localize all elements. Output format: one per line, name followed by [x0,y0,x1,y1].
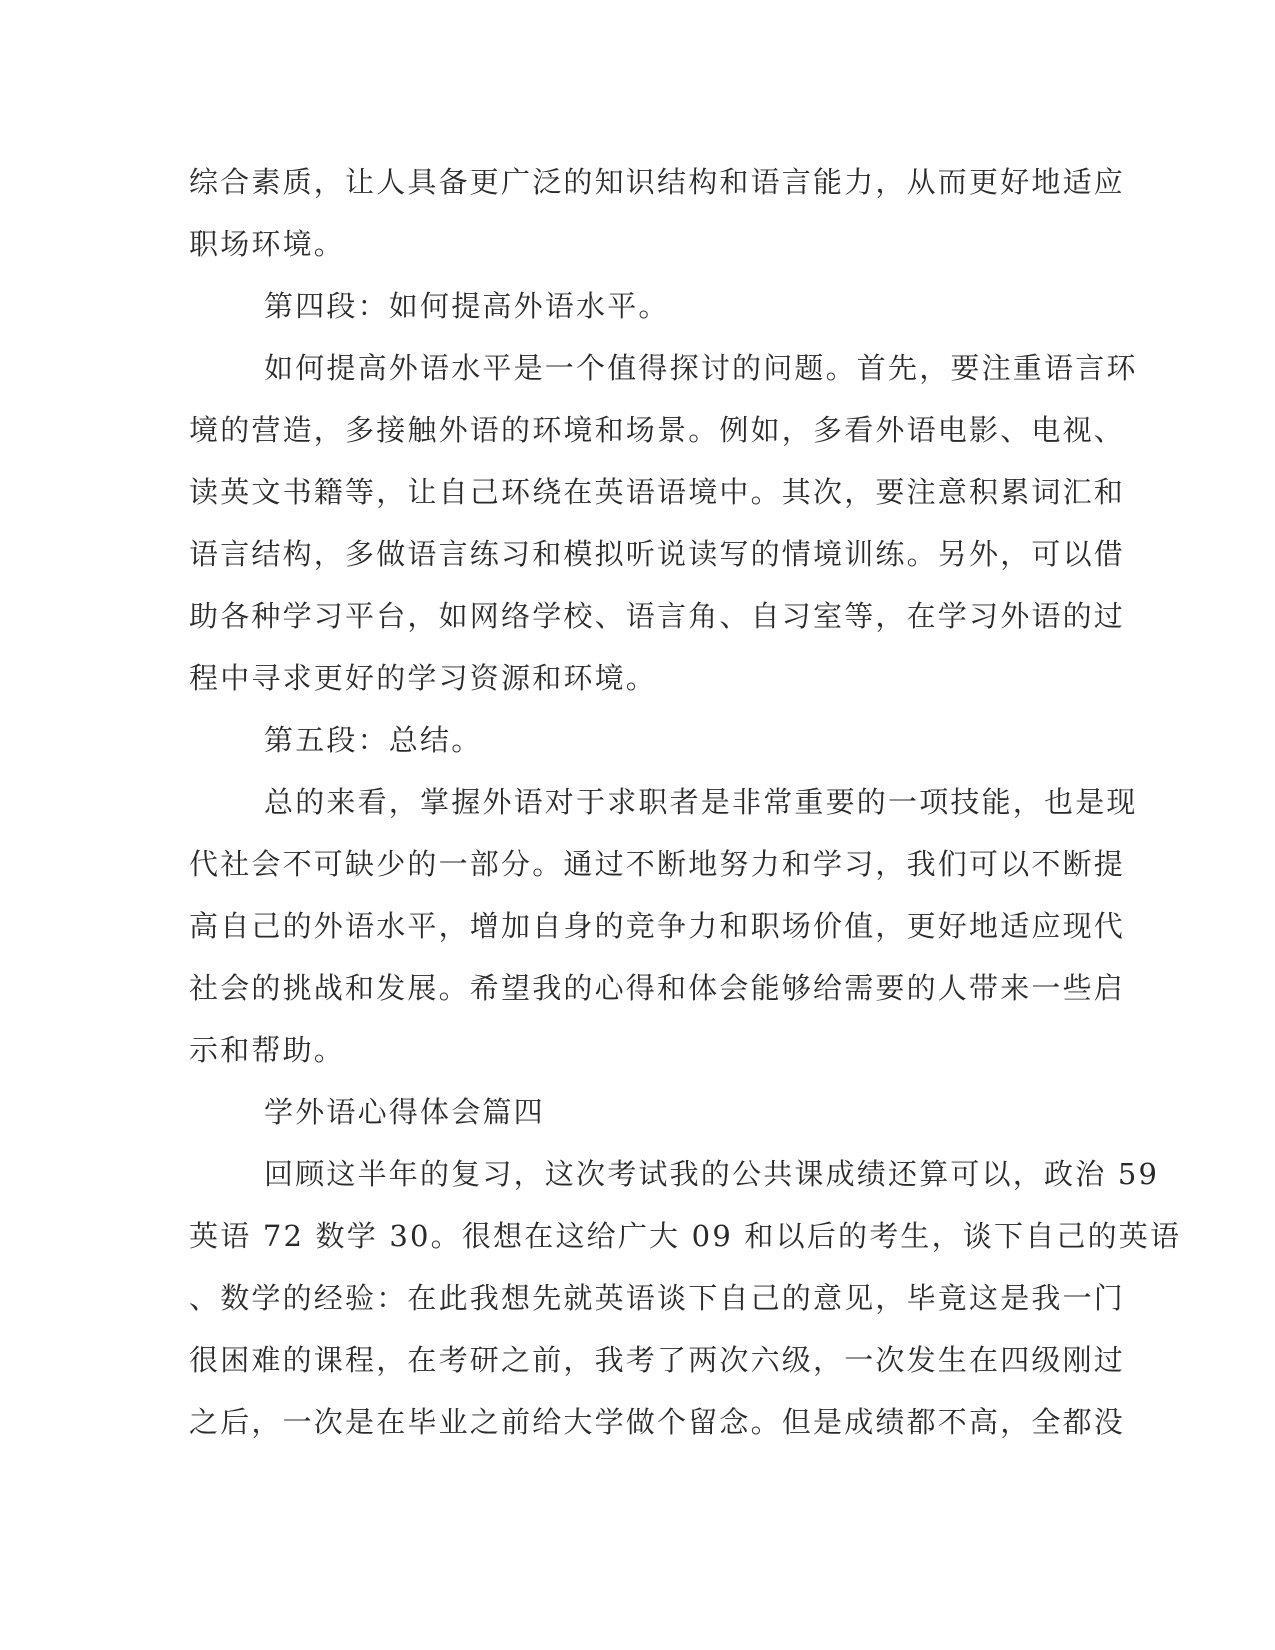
text-line: 语言结构，多做语言练习和模拟听说读写的情境训练。另外，可以借 [189,537,1126,571]
text-line: 社会的挑战和发展。希望我的心得和体会能够给需要的人带来一些启 [189,971,1126,1005]
section-heading-5: 第五段：总结。 [264,723,483,757]
text-line: 境的营造，多接触外语的环境和场景。例如，多看外语电影、电视、 [189,413,1126,447]
text-line: 综合素质，让人具备更广泛的知识结构和语言能力，从而更好地适应 [189,165,1126,199]
text-line: 职场环境。 [189,227,346,261]
text-line: 代社会不可缺少的一部分。通过不断地努力和学习，我们可以不断提 [189,847,1126,881]
text-line: 、数学的经验：在此我想先就英语谈下自己的意见，毕竟这是我一门 [189,1281,1126,1315]
text-line: 如何提高外语水平是一个值得探讨的问题。首先，要注重语言环 [264,351,1138,385]
article-title: 学外语心得体会篇四 [264,1095,545,1129]
text-line: 高自己的外语水平，增加自身的竞争力和职场价值，更好地适应现代 [189,909,1126,943]
text-line: 读英文书籍等，让自己环绕在英语语境中。其次，要注意积累词汇和 [189,475,1126,509]
text-line: 之后，一次是在毕业之前给大学做个留念。但是成绩都不高，全都没 [189,1405,1126,1439]
text-line: 回顾这半年的复习，这次考试我的公共课成绩还算可以，政治 59 [264,1157,1160,1191]
text-line: 总的来看，掌握外语对于求职者是非常重要的一项技能，也是现 [264,785,1138,819]
text-line: 程中寻求更好的学习资源和环境。 [189,661,658,695]
text-line: 示和帮助。 [189,1033,346,1067]
text-line: 助各种学习平台，如网络学校、语言角、自习室等，在学习外语的过 [189,599,1126,633]
section-heading-4: 第四段：如何提高外语水平。 [264,289,670,323]
text-line: 很困难的课程，在考研之前，我考了两次六级，一次发生在四级刚过 [189,1343,1126,1377]
text-line: 英语 72 数学 30。很想在这给广大 09 和以后的考生，谈下自己的英语 [189,1219,1182,1253]
